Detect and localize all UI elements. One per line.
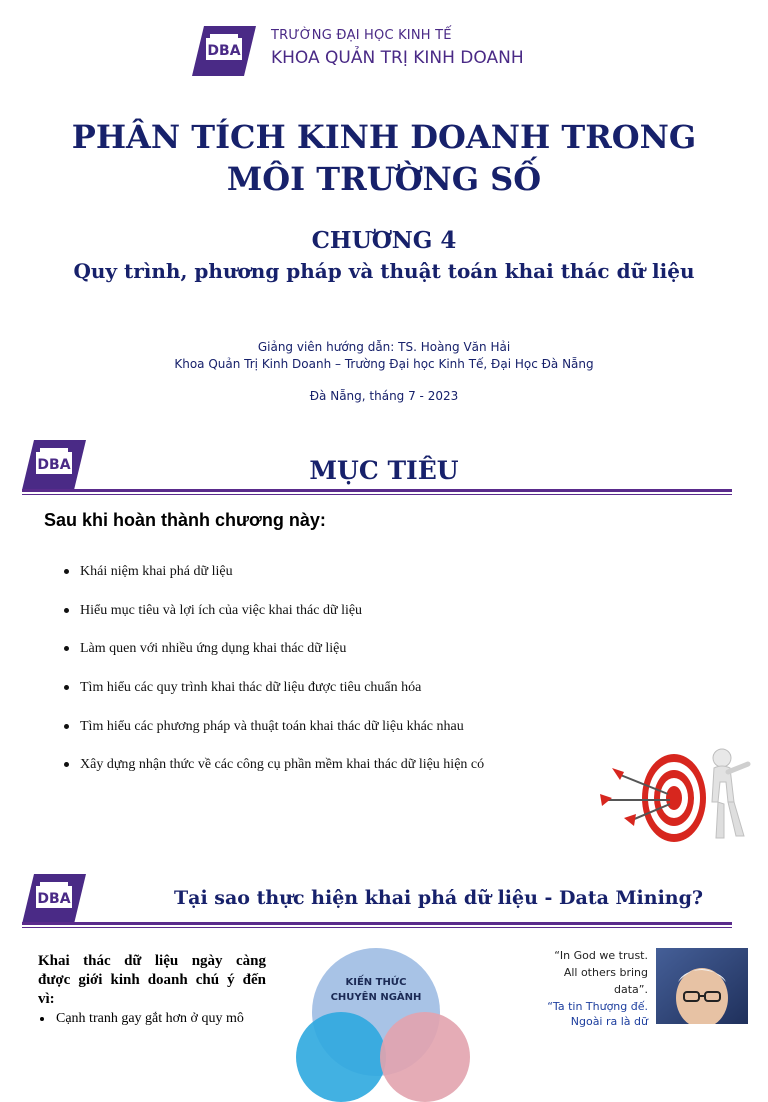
bullet-dot-icon: [40, 1017, 44, 1021]
reason-line2: được giới kinh doanh chú ý đến: [38, 972, 266, 988]
logo-text: DBA: [37, 457, 71, 473]
why-title: Tại sao thực hiện khai phá dữ liệu - Data Mining?: [174, 887, 704, 909]
quote-vi-line2: Ngoài ra là dữ: [570, 1015, 648, 1028]
affiliation: Khoa Quản Trị Kinh Doanh – Trường Đại học Kinh Tế, Đại Học Đà Nẵng: [174, 357, 594, 371]
slide-title-line1: PHÂN TÍCH KINH DOANH TRONG: [71, 118, 697, 156]
logo-text: DBA: [37, 891, 71, 907]
list-item-text: Hiểu mục tiêu và lợi ích của việc khai thác dữ liệu: [80, 602, 363, 618]
title-divider-thin: [22, 494, 732, 495]
list-item-text: Xây dựng nhận thức về các công cụ phần mềm khai thác dữ liệu hiện có: [80, 757, 485, 773]
venn-label-line2: CHUYÊN NGÀNH: [330, 992, 422, 1003]
chapter-title: Quy trình, phương pháp và thuật toán khai thác dữ liệu: [73, 259, 695, 283]
reason-line1: Khai thác dữ liệu ngày càng: [38, 953, 266, 969]
reason-bullet1: Cạnh tranh gay gắt hơn ở quy mô: [56, 1011, 244, 1026]
quote-vi-line1: “Ta tin Thượng đế.: [547, 1000, 648, 1013]
quote-line1: “In God we trust.: [554, 949, 648, 962]
dba-logo-icon: [190, 24, 258, 78]
portrait-photo-icon: [656, 948, 748, 1024]
objectives-list: [64, 562, 484, 794]
list-item-text: Làm quen với nhiều ứng dụng khai thác dữ liệu: [80, 641, 347, 657]
list-item: [64, 717, 484, 756]
title-divider: [22, 489, 732, 492]
venn-circle-right: [380, 1012, 470, 1102]
dba-logo-icon: [20, 872, 88, 926]
objectives-intro: Sau khi hoàn thành chương này:: [44, 510, 326, 530]
list-item-text: Khái niệm khai phá dữ liệu: [80, 564, 233, 579]
list-item: [64, 562, 484, 601]
reason-line3: vì:: [38, 991, 55, 1007]
list-item: [64, 601, 484, 640]
venn-circle-left: [296, 1012, 386, 1102]
faculty-name: KHOA QUẢN TRỊ KINH DOANH: [271, 48, 524, 68]
list-item-text: Tìm hiểu các quy trình khai thác dữ liệu được tiêu chuẩn hóa: [80, 680, 422, 696]
chapter-label: CHƯƠNG 4: [311, 227, 457, 254]
quote-line3: data”.: [614, 983, 648, 996]
instructor: Giảng viên hướng dẫn: TS. Hoàng Văn Hải: [257, 340, 511, 354]
list-item: [64, 639, 484, 678]
target-illustration-icon: [596, 742, 756, 846]
title-divider-thin: [22, 927, 732, 928]
objectives-title: MỤC TIÊU: [309, 456, 459, 485]
list-item: [64, 755, 484, 794]
title-divider: [22, 922, 732, 925]
date: Đà Nẵng, tháng 7 - 2023: [309, 389, 459, 403]
logo-text: DBA: [207, 43, 241, 59]
university-name: TRƯỜNG ĐẠI HỌC KINH TẾ: [271, 28, 452, 43]
quote-line2: All others bring: [563, 966, 648, 979]
list-item: [64, 678, 484, 717]
slide-title-line2: MÔI TRƯỜNG SỐ: [226, 160, 542, 198]
list-item-text: Tìm hiểu các phương pháp và thuật toán khai thác dữ liệu khác nhau: [80, 718, 464, 734]
venn-label-line1: KIẾN THỨC: [345, 977, 407, 988]
